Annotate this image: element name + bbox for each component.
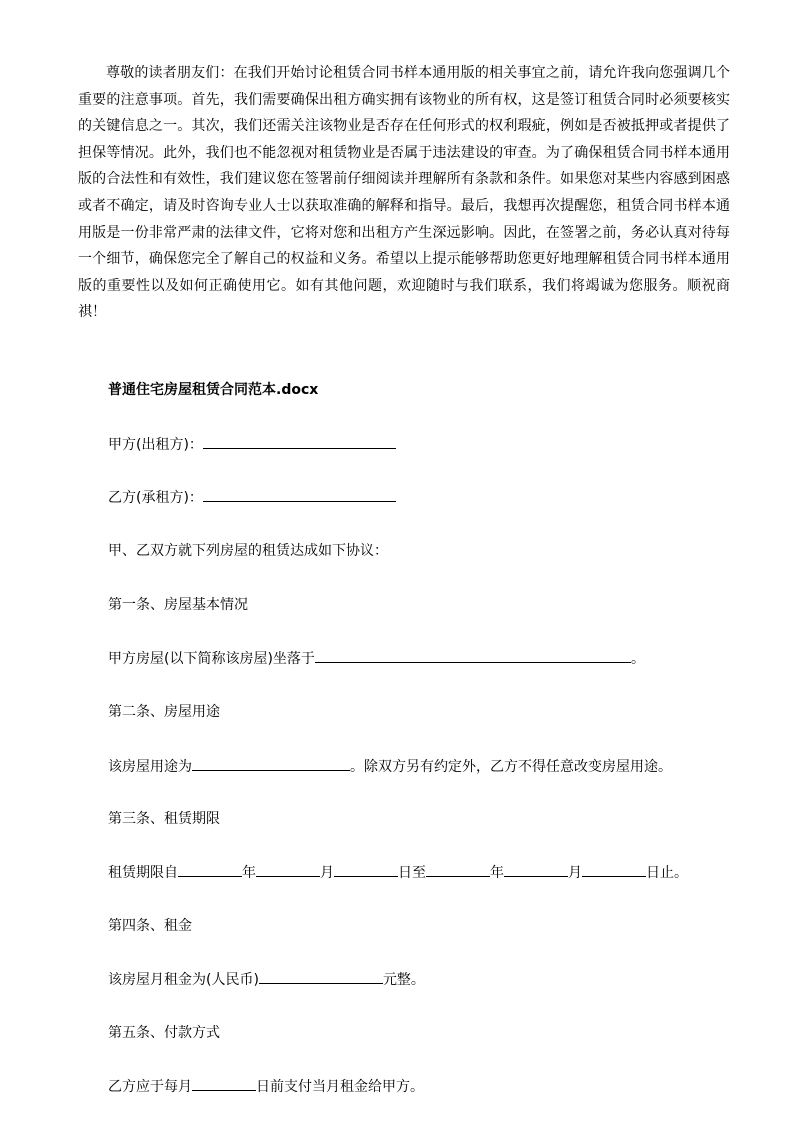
party-a-label: 甲方(出租方)： [108, 437, 203, 453]
article4-heading: 第四条、租金 [108, 918, 192, 934]
article5-text-before: 乙方应于每月 [108, 1079, 192, 1095]
article1-text-before: 甲方房屋(以下简称该房屋)坐落于 [108, 651, 315, 667]
article5-text-after: 日前支付当月租金给甲方。 [256, 1079, 424, 1095]
article2-text-after: 。除双方另有约定外，乙方不得任意改变房屋用途。 [350, 759, 672, 775]
article1-heading: 第一条、房屋基本情况 [108, 597, 248, 613]
start-month-blank[interactable] [256, 862, 320, 877]
article3-heading: 第三条、租赁期限 [108, 811, 220, 827]
article3-year2: 年 [490, 865, 504, 881]
article3-month2: 月 [568, 865, 582, 881]
party-b-line [108, 487, 396, 508]
article3-day1: 日至 [398, 865, 426, 881]
end-day-blank[interactable] [582, 862, 646, 877]
article3-text [108, 862, 688, 883]
party-b-label: 乙方(承租方)： [108, 490, 203, 506]
article4-text-before: 该房屋月租金为(人民币) [108, 972, 259, 988]
article5-heading: 第五条、付款方式 [108, 1025, 220, 1041]
party-b-blank[interactable] [203, 487, 396, 502]
article3-year1: 年 [242, 865, 256, 881]
document-title: 普通住宅房屋租赁合同范本.docx [108, 382, 319, 398]
party-a-blank[interactable] [203, 434, 396, 449]
article3-prefix: 租赁期限自 [108, 865, 178, 881]
payment-day-blank[interactable] [192, 1076, 256, 1091]
article4-text-after: 元整。 [382, 972, 425, 988]
article1-text [108, 648, 645, 669]
monthly-rent-blank[interactable] [259, 969, 383, 984]
end-month-blank[interactable] [504, 862, 568, 877]
article2-text-before: 该房屋用途为 [108, 759, 192, 775]
article3-day2: 日止。 [646, 865, 688, 881]
party-a-line [108, 434, 396, 455]
house-location-blank[interactable] [315, 648, 631, 663]
house-use-blank[interactable] [192, 756, 350, 771]
article4-text [108, 969, 425, 990]
start-year-blank[interactable] [178, 862, 242, 877]
article3-month1: 月 [320, 865, 334, 881]
article2-heading: 第二条、房屋用途 [108, 704, 220, 720]
article1-text-after: 。 [630, 651, 645, 667]
start-day-blank[interactable] [334, 862, 398, 877]
article5-text [108, 1076, 424, 1097]
article2-text [108, 756, 672, 777]
end-year-blank[interactable] [426, 862, 490, 877]
agreement-intro: 甲、乙双方就下列房屋的租赁达成如下协议： [108, 543, 388, 559]
intro-paragraph: 尊敬的读者朋友们：在我们开始讨论租赁合同书样本通用版的相关事宜之前，请允许我向您强调几个重要的注意事项。首先，我们需要确保出租方确实拥有该物业的所有权，这是签订租赁合同时必须要核实的关键信息之一。其次，我们还需关注该物业是否存在任何形式的权利瑕疵，例如是否被抵押或者提供了担保等情况。此外，我们也不能忽视对租赁物业是否属于违法建设的审查。为了确保租赁合同书样本通用版的合法性和有效性，我们建议您在签署前仔细阅读并理解所有条款和条件。如果您对某些内容感到困惑或者不确定，请及时咨询专业人士以获取准确的解释和指导。最后，我想再次提醒您，租赁合同书样本通用版是一份非常严肃的法律文件，它将对您和出租方产生深远影响。因此，在签署之前，务必认真对待每一个细节，确保您完全了解自己的权益和义务。希望以上提示能够帮助您更好地理解租赁合同书样本通用版的重要性以及如何正确使用它。如有其他问题，欢迎随时与我们联系，我们将竭诚为您服务。顺祝商祺！ [78, 65, 730, 321]
